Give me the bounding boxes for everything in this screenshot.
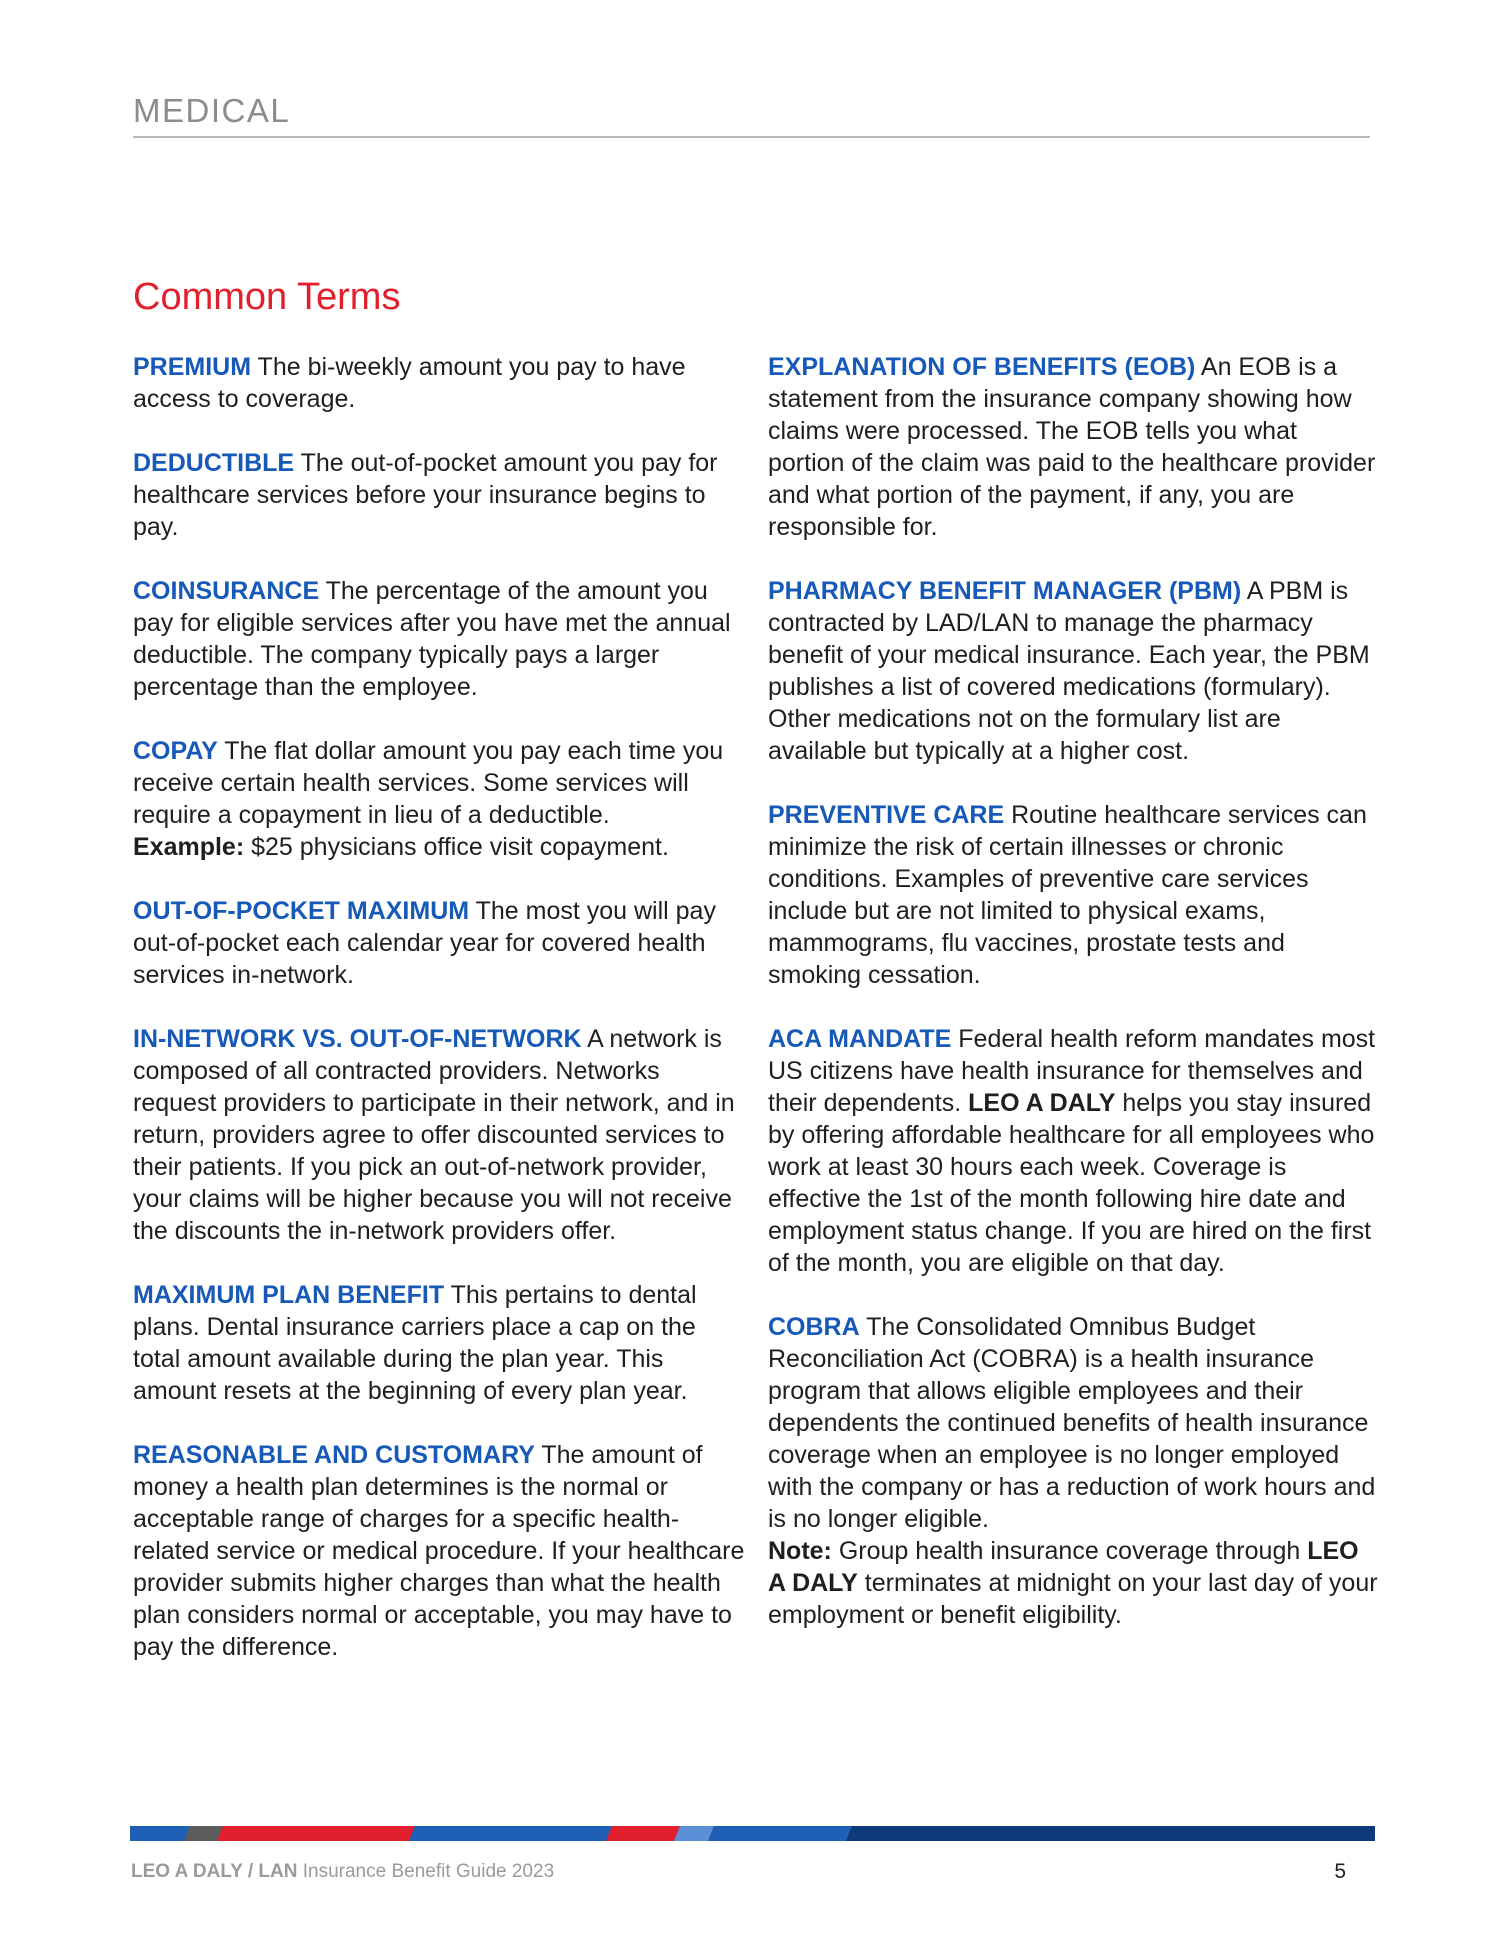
term-label: PHARMACY BENEFIT MANAGER (PBM)	[768, 577, 1242, 605]
term-label: REASONABLE AND CUSTOMARY	[133, 1441, 535, 1469]
term-label: COPAY	[133, 737, 218, 765]
term-definition: A PBM is contracted by LAD/LAN to manage the pharmacy benefit of your medical insurance. Each year, the PBM publishes a list of covered medications (formulary). Other medications not on the formulary list are available but typically at a higher cost.	[768, 577, 1370, 765]
footer-org: LEO A DALY / LAN	[131, 1861, 298, 1882]
page-header	[133, 92, 1370, 138]
term-definition: A network is composed of all contracted providers. Networks request providers to participate in their network, and in return, providers agree to offer discounted services to their patients. If you pick an out-of-network provider, your claims will be higher because you will not receive the discounts the in-network providers offer.	[133, 1025, 735, 1245]
company-name: LEO A DALY	[968, 1089, 1116, 1117]
term-label: EXPLANATION OF BENEFITS (EOB)	[768, 353, 1196, 381]
page-footer	[131, 1860, 1346, 1884]
term-label: IN-NETWORK VS. OUT-OF-NETWORK	[133, 1025, 582, 1053]
term-label: OUT-OF-POCKET MAXIMUM	[133, 897, 470, 925]
term-preventive-care	[768, 799, 1380, 991]
term-label: COBRA	[768, 1313, 860, 1341]
term-copay	[133, 735, 745, 863]
right-column	[768, 351, 1380, 1663]
stripe-segment	[409, 1826, 612, 1841]
example-text: $25 physicians office visit copayment.	[244, 833, 669, 861]
term-in-network-vs-out-of-network	[133, 1023, 745, 1247]
term-aca-mandate	[768, 1023, 1380, 1279]
left-column	[133, 351, 745, 1695]
term-label: COINSURANCE	[133, 577, 320, 605]
stripe-segment	[130, 1826, 192, 1841]
term-label: PREVENTIVE CARE	[768, 801, 1005, 829]
company-name: LEO A DALY	[768, 1537, 1359, 1597]
page-title: Common Terms	[133, 276, 401, 318]
term-definition: Federal health reform mandates most US citizens have health insurance for themselves and their dependents.	[768, 1025, 1376, 1117]
page-number: 5	[1334, 1860, 1346, 1883]
term-definition: Routine healthcare services can minimize the risk of certain illnesses or chronic conditions. Examples of preventive care services include but are not limited to physical exams, mammograms, flu vaccines, prostate tests and smoking cessation.	[768, 801, 1367, 989]
term-coinsurance	[133, 575, 745, 703]
term-definition: The bi-weekly amount you pay to have access to coverage.	[133, 353, 686, 413]
stripe-segment	[217, 1826, 415, 1841]
term-definition: The flat dollar amount you pay each time you receive certain health services. Some services will require a copayment in lieu of a deductible.	[133, 737, 724, 829]
term-reasonable-and-customary	[133, 1439, 745, 1663]
note-text-continued: terminates at midnight on your last day of your employment or benefit eligibility.	[768, 1569, 1378, 1629]
term-deductible	[133, 447, 745, 543]
stripe-segment	[674, 1826, 714, 1841]
term-definition-continued: helps you stay insured by offering affordable healthcare for all employees who work at least 30 hours each week. Coverage is effective the 1st of the month following hire date and employment status change. If you are hired on the first of the month, you are eligible on that day.	[768, 1089, 1375, 1277]
term-label: MAXIMUM PLAN BENEFIT	[133, 1281, 445, 1309]
term-pharmacy-benefit-manager	[768, 575, 1380, 767]
term-label: PREMIUM	[133, 353, 252, 381]
term-out-of-pocket-maximum	[133, 895, 745, 991]
term-cobra	[768, 1311, 1380, 1631]
term-definition: The amount of money a health plan determines is the normal or acceptable range of charges for a specific health-related service or medical procedure. If your healthcare provider submits higher charges than what the health plan considers normal or acceptable, you may have to pay the difference.	[133, 1441, 745, 1661]
example-label: Example:	[133, 833, 245, 861]
term-definition: An EOB is a statement from the insurance company showing how claims were processed. The EOB tells you what portion of the claim was paid to the healthcare provider and what portion of the payment, if any, you are responsible for.	[768, 353, 1376, 541]
term-label: ACA MANDATE	[768, 1025, 952, 1053]
stripe-segment	[606, 1826, 680, 1841]
term-label: DEDUCTIBLE	[133, 449, 295, 477]
term-definition: The out-of-pocket amount you pay for healthcare services before your insurance begins to pay.	[133, 449, 718, 541]
term-definition: The most you will pay out-of-pocket each calendar year for covered health services in-network.	[133, 897, 716, 989]
term-explanation-of-benefits	[768, 351, 1380, 543]
note-label: Note:	[768, 1537, 832, 1565]
footer-doc-title: Insurance Benefit Guide 2023	[297, 1861, 555, 1882]
term-premium	[133, 351, 745, 415]
term-maximum-plan-benefit	[133, 1279, 745, 1407]
footer-stripe	[130, 1826, 1375, 1841]
section-label: MEDICAL	[133, 92, 291, 129]
stripe-segment	[184, 1826, 223, 1841]
term-definition: The Consolidated Omnibus Budget Reconciliation Act (COBRA) is a health insurance program that allows eligible employees and their dependents the continued benefits of health insurance coverage when an employee is no longer employed with the company or has a reduction of work hours and is no longer eligible.	[768, 1313, 1376, 1533]
term-definition: This pertains to dental plans. Dental insurance carriers place a cap on the total amount available during the plan year. This amount resets at the beginning of every plan year.	[133, 1281, 697, 1405]
term-definition: The percentage of the amount you pay for eligible services after you have met the annual deductible. The company typically pays a larger percentage than the employee.	[133, 577, 731, 701]
note-text: Group health insurance coverage through	[831, 1537, 1308, 1565]
stripe-segment	[708, 1826, 852, 1841]
